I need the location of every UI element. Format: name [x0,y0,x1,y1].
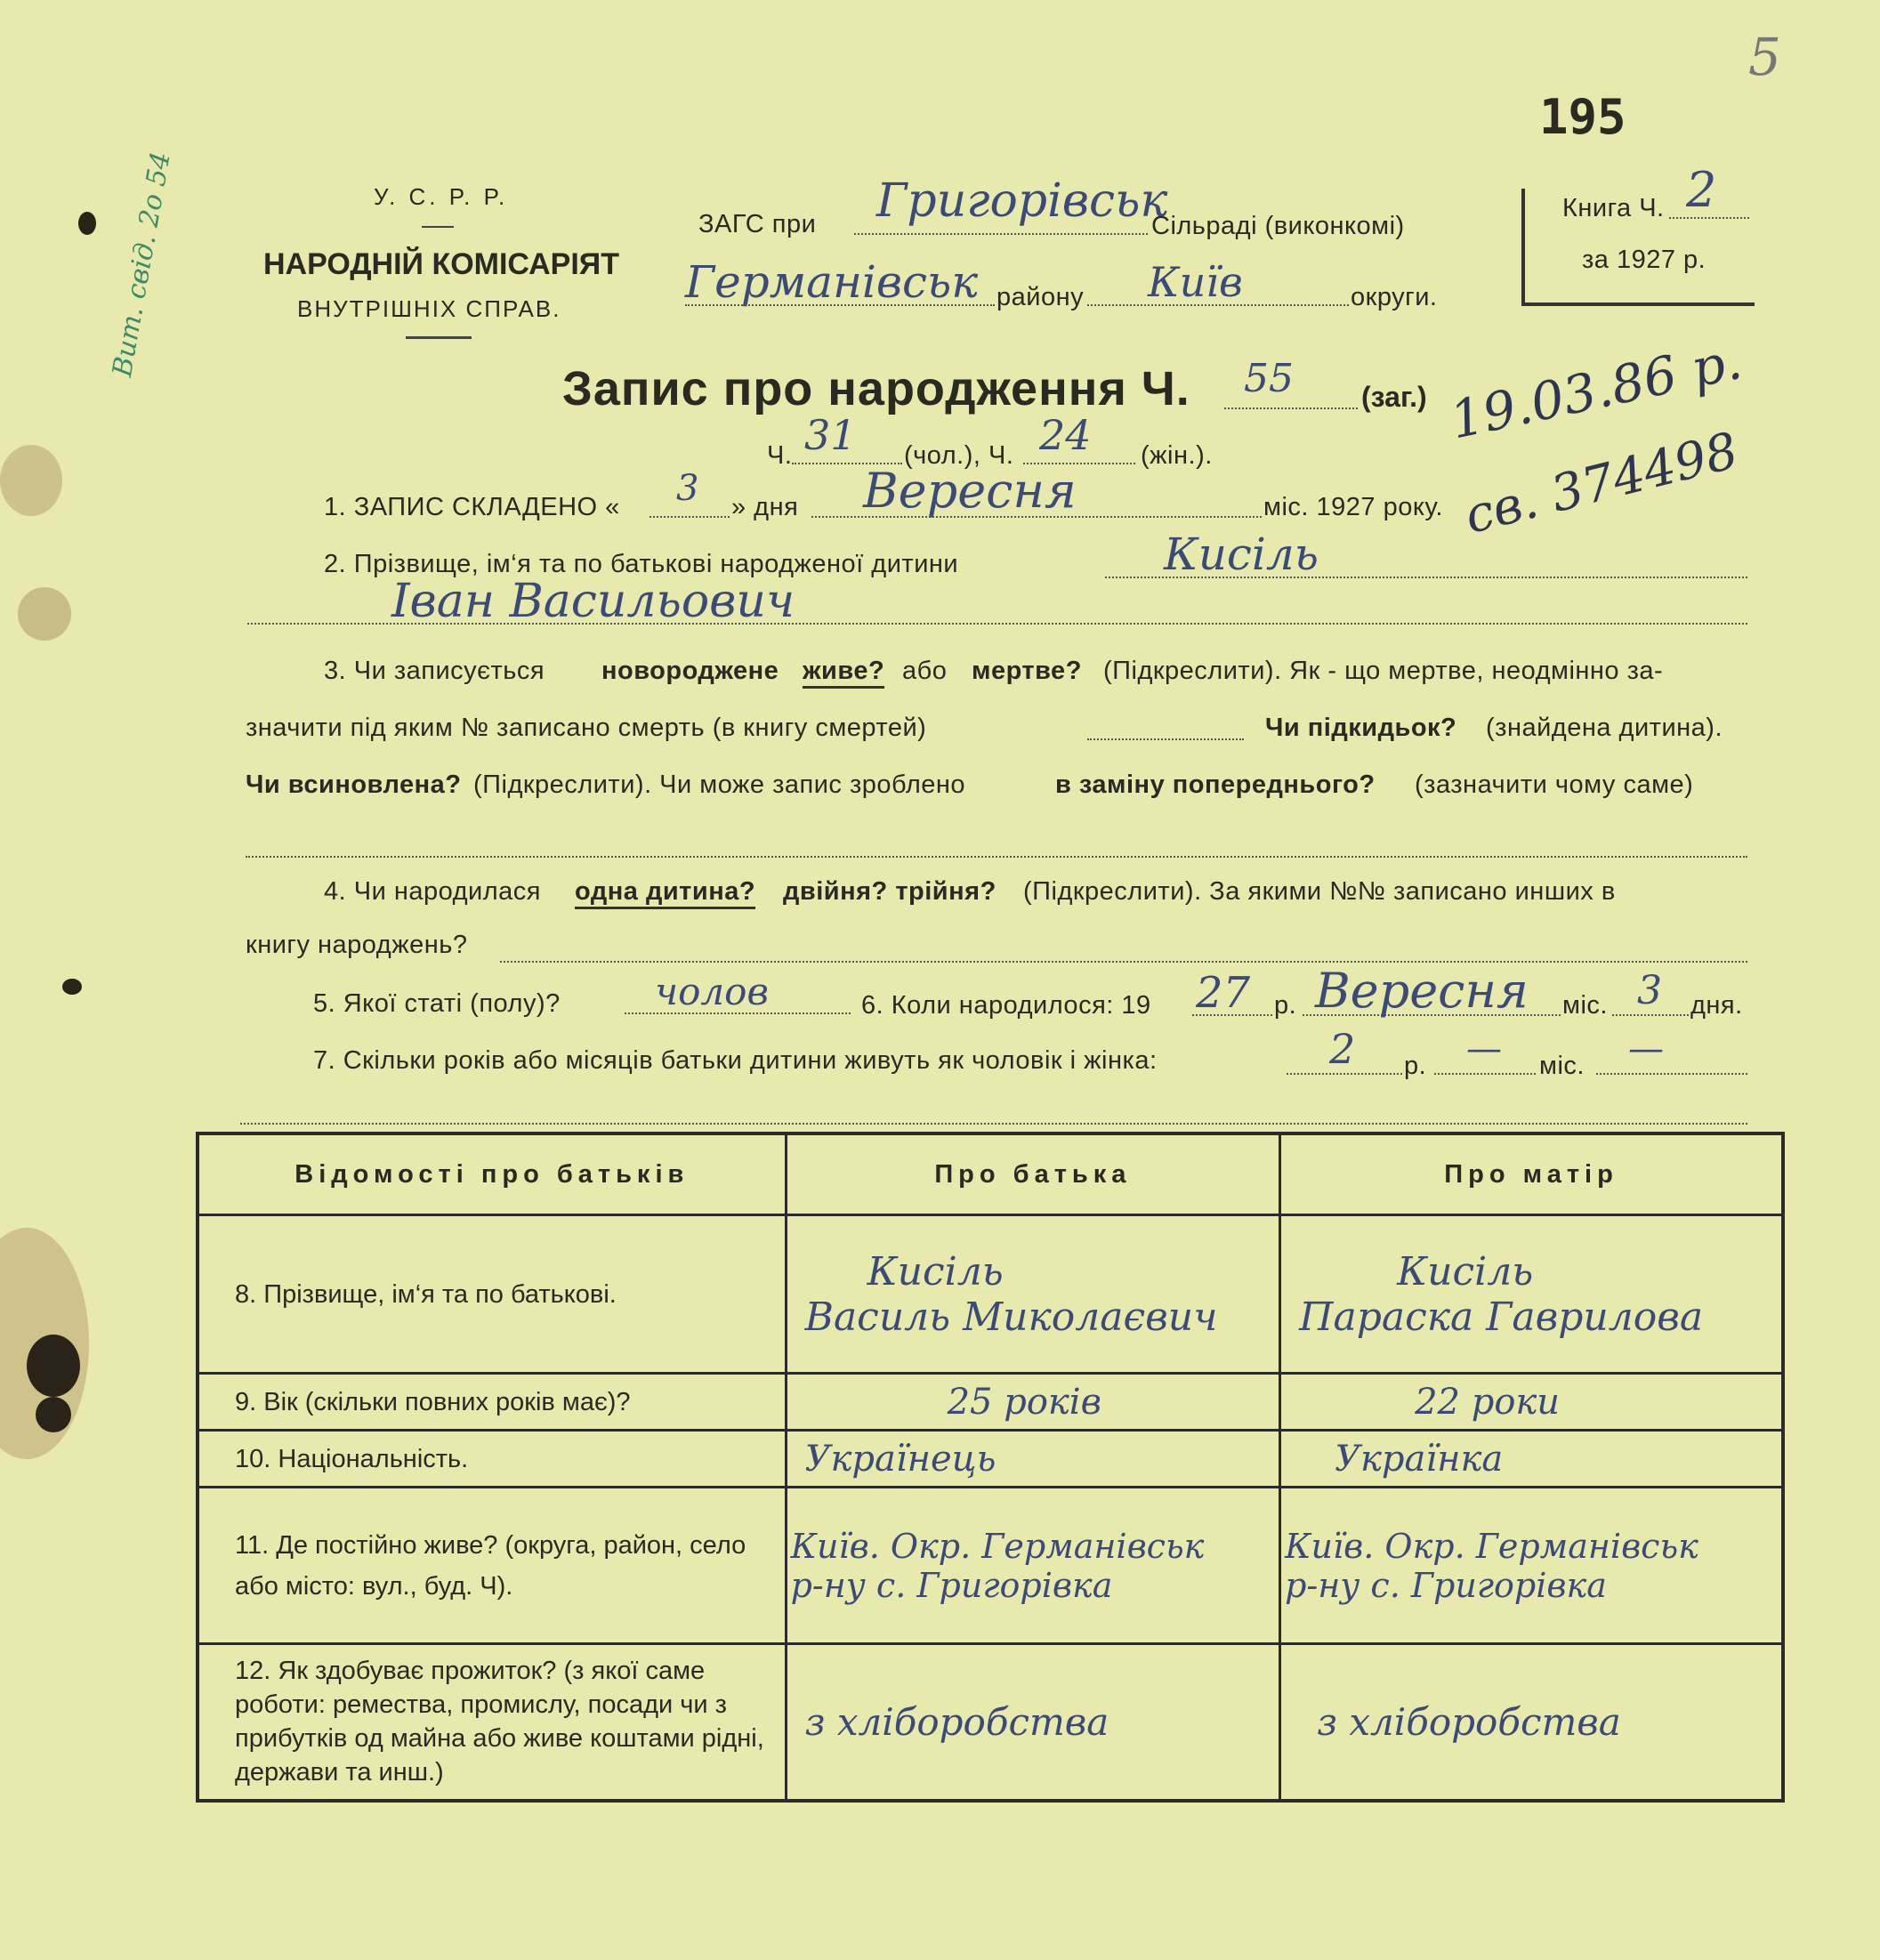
annotation-date: 19.03.86 р. [1445,329,1747,451]
father-value: Українець [804,1438,996,1480]
item3-line1a: 3. Чи записується [324,657,545,685]
item4-line1d: (Підкреслити). За якими №№ записано инших в [1023,877,1616,906]
header-dept: ВНУТРІШНІХ СПРАВ. [297,295,561,322]
zags-district-label: району [996,283,1085,311]
mother-value: Українка [1335,1438,1504,1480]
mother-value: з хліборобства [1317,1699,1621,1744]
paper-hole [62,979,82,995]
item4-line1a: 4. Чи народилася [324,877,541,906]
mother-value: Кисіль [1397,1248,1534,1295]
divider [422,226,454,228]
item3-line1f: (Підкреслити). Як - що мертве, неодмінно за- [1103,657,1664,685]
item4-line2: книгу народжень? [246,931,468,959]
item5-text: 5. Якої статі (полу)? [313,989,561,1018]
item3-line1c: живе? [803,657,884,689]
mother-value: 22 роки [1415,1381,1561,1423]
item3-line4 [246,856,1747,858]
item4-line1b: одна дитина? [575,877,755,909]
item7-line2 [240,1123,1747,1125]
row-label: 8. Прізвище, ім‘я та по батькові. [198,1215,786,1374]
paper-stain [18,587,71,641]
item6-text-a: 6. Коли народилося: 19 [861,991,1151,1020]
record-title: Запис про народження Ч. [562,362,1190,415]
book-year: за 1927 р. [1582,246,1707,274]
item7-text-b: р. [1404,1052,1427,1080]
item3-line3c: в заміну попереднього? [1055,770,1376,799]
title-male-label: (чол.), Ч. [904,441,1014,470]
title-female-label: (жін.). [1141,441,1213,470]
row-label: 9. Вік (скільки повних років має)? [198,1374,786,1431]
item7-months: — [1466,1028,1502,1069]
row-label: 11. Де постійно живе? (округа, район, село або місто: вул., буд. Ч). [198,1488,786,1644]
zags-district: Германівськ [685,256,979,308]
item3-line2c: (знайдена дитина). [1486,714,1723,742]
table-header: Відомості про батьків [198,1133,786,1215]
item6-text-c: міс. [1562,991,1608,1020]
title-female-count: 24 [1039,411,1092,459]
book-label: Книга Ч. [1562,194,1665,222]
title-male-prefix: Ч. [767,441,793,470]
item3-line3d: (зазначити чому саме) [1415,770,1694,799]
father-value: Київ. Окр. Германівськ [790,1526,1205,1566]
item7-text: 7. Скільки років або місяців батьки дитини живуть як чоловік і жінка: [313,1046,1158,1075]
item6-year: 27 [1196,968,1251,1018]
paper-hole [36,1397,71,1432]
item2-name: Іван Васильович [391,575,795,628]
table-header-row [198,1133,1783,1215]
table-row [198,1644,1783,1801]
item2-surname: Кисіль [1164,528,1319,580]
row-label: 12. Як здобуває прожиток? (з якої саме роботи: ремества, промислу, посади чи з прибутків од майна або живе коштами рідні, держави та инш.) [198,1644,786,1801]
mother-cell [1280,1488,1783,1644]
father-value: Кисіль [867,1248,1004,1295]
zags-village: Григорівськ [876,174,1168,228]
father-value: р-ну с. Григорівка [790,1565,1113,1605]
item1-day-line [650,516,730,518]
title-suffix: (заг.) [1361,381,1427,413]
table-row [198,1488,1783,1644]
father-value: 25 років [947,1381,1101,1423]
parents-table [196,1132,1785,1803]
table-header: Про батька [786,1133,1280,1215]
item1-text-c: міс. 1927 року. [1263,493,1443,521]
title-number-line [1224,407,1358,409]
item4-line1c: двійня? трійня? [783,877,996,906]
annotation-certificate: св. 374498 [1459,422,1744,546]
father-value: Василь Миколаєвич [804,1294,1218,1340]
zags-okrug-label: округи. [1351,283,1438,311]
book-number: 2 [1686,162,1717,218]
item6-text-d: дня. [1690,991,1743,1020]
item7-text-c: міс. [1539,1052,1585,1080]
header-commissariat: НАРОДНІЙ КОМІСАРІЯТ [263,247,619,281]
father-cell [786,1488,1280,1644]
zags-council: Сільраді (виконкомі) [1151,212,1405,240]
father-cell [786,1644,1280,1801]
mother-cell [1280,1431,1783,1488]
father-cell [786,1215,1280,1374]
table-row [198,1215,1783,1374]
zags-village-line [854,233,1148,235]
corner-mark: 5 [1748,27,1781,87]
zags-prefix: ЗАГС при [698,210,817,238]
item7-years: 2 [1329,1025,1356,1073]
item5-sex: чолов [655,970,769,1013]
table-header: Про матір [1280,1133,1783,1215]
item1-day: 3 [676,468,699,509]
zags-okrug: Київ [1148,258,1243,306]
mother-cell [1280,1215,1783,1374]
item4-answer-line [500,961,1747,963]
item3-line3a: Чи всиновлена? [246,770,462,799]
item6-text-b: р. [1274,991,1297,1020]
table-row [198,1374,1783,1431]
item3-line2b: Чи підкидьок? [1265,714,1457,742]
page-number: 195 [1539,89,1626,145]
item6-month: Вересня [1315,963,1529,1019]
margin-note: Вит. свід. 2о 54 [107,149,177,380]
mother-cell [1280,1644,1783,1801]
mother-cell [1280,1374,1783,1431]
item1-text-a: 1. ЗАПИС СКЛАДЕНО « [324,493,620,521]
paper-stain [0,445,62,516]
item1-text-b: » дня [731,493,799,521]
header-republic: У. С. Р. Р. [374,183,509,210]
item6-day: 3 [1637,968,1662,1013]
title-number: 55 [1244,356,1294,401]
item7-years-line [1287,1073,1402,1075]
paper-hole [27,1335,80,1397]
item3-death-line [1087,738,1244,740]
title-male-count: 31 [804,411,857,459]
item1-month: Вересня [863,463,1077,519]
item3-line2a: значити під яким № записано смерть (в книгу смертей) [246,714,927,742]
item7-extra-line [1596,1073,1747,1075]
father-cell [786,1374,1280,1431]
item3-line1e: мертве? [972,657,1082,685]
table-row [198,1431,1783,1488]
item3-line1d: або [902,657,948,685]
row-label: 10. Національність. [198,1431,786,1488]
father-value: з хліборобства [804,1699,1109,1744]
paper-hole [78,212,96,235]
item6-day-line [1612,1014,1689,1016]
divider [406,336,472,339]
father-cell [786,1431,1280,1488]
mother-value: Київ. Окр. Германівськ [1285,1526,1698,1566]
mother-value: Параска Гаврилова [1299,1294,1704,1340]
item2-text: 2. Прізвище, ім‘я та по батькові народженої дитини [324,550,959,578]
item7-months-line [1434,1073,1536,1075]
item7-extra: — [1628,1028,1664,1069]
mother-value: р-ну с. Григорівка [1285,1565,1607,1605]
item3-line3b: (Підкреслити). Чи може запис зроблено [473,770,966,799]
item3-line1b: новороджене [601,657,779,685]
